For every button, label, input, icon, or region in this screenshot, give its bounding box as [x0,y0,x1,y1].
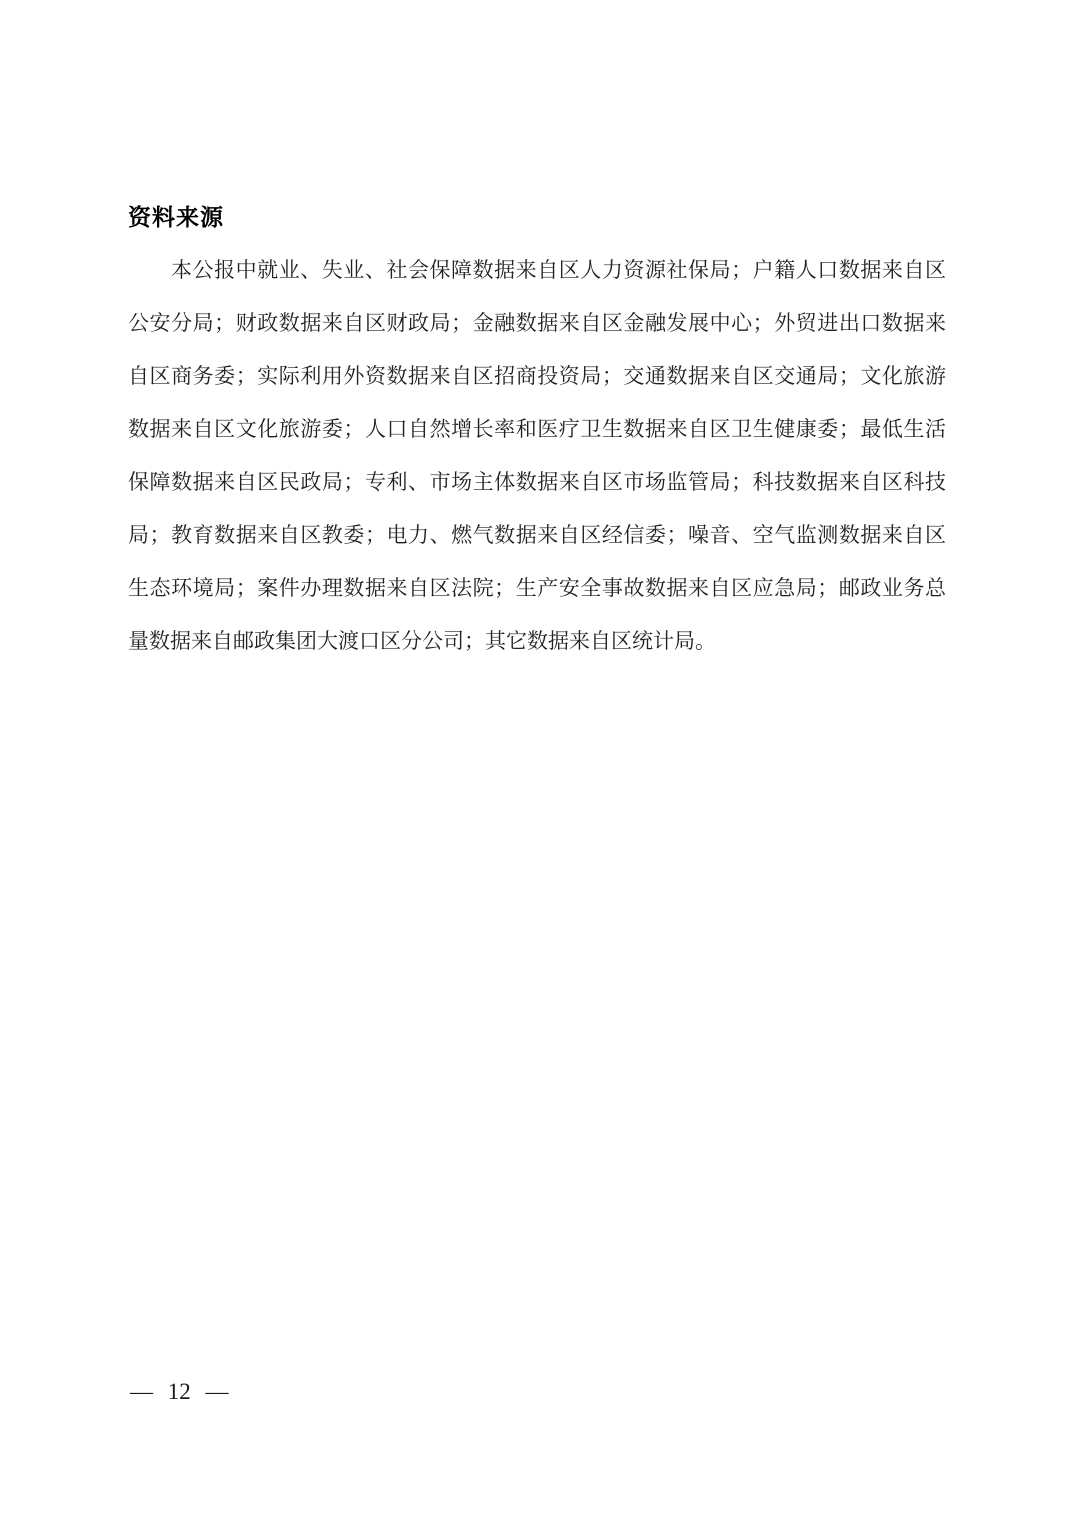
paragraph-line: 公安分局；财政数据来自区财政局；金融数据来自区金融发展中心；外贸进出口数据来 [128,311,946,335]
section-heading: 资料来源 [128,204,224,230]
paragraph-line: 自区商务委；实际利用外资数据来自区招商投资局；交通数据来自区交通局；文化旅游 [128,364,946,388]
paragraph-line: 数据来自区文化旅游委；人口自然增长率和医疗卫生数据来自区卫生健康委；最低生活 [128,417,946,441]
paragraph-line: 量数据来自邮政集团大渡口区分公司；其它数据来自区统计局。 [128,629,716,653]
paragraph-line: 生态环境局；案件办理数据来自区法院；生产安全事故数据来自区应急局；邮政业务总 [128,576,946,600]
paragraph-line: 本公报中就业、失业、社会保障数据来自区人力资源社保局；户籍人口数据来自区 [171,258,946,282]
data-sources-paragraph [128,244,946,668]
page-number: — 12 — [130,1379,229,1404]
paragraph-line: 保障数据来自区民政局；专利、市场主体数据来自区市场监管局；科技数据来自区科技 [128,470,946,494]
paragraph-line: 局；教育数据来自区教委；电力、燃气数据来自区经信委；噪音、空气监测数据来自区 [128,523,946,547]
